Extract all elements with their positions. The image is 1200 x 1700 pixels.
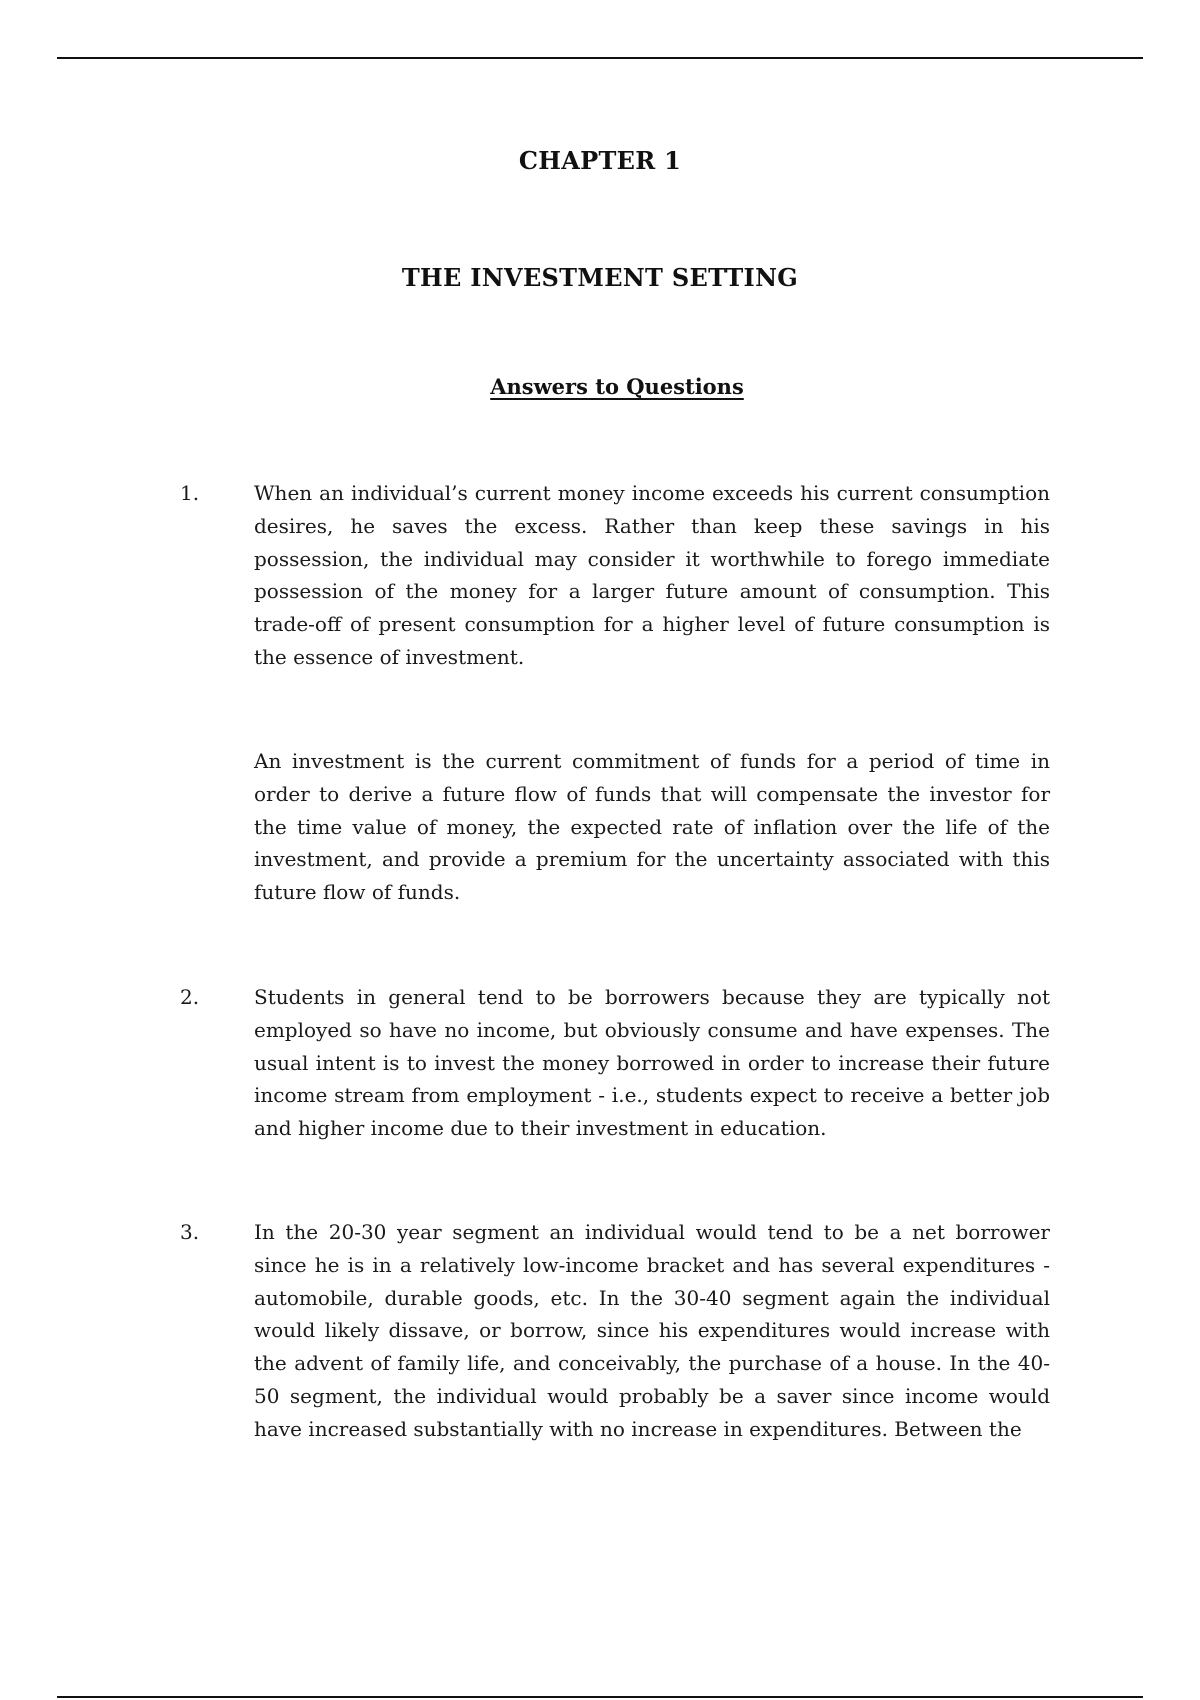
section-heading: Answers to Questions [490, 374, 744, 399]
answer-number: 1. [180, 481, 200, 505]
answer-paragraph: An investment is the current commitment of funds for a period of time in order to derive a future flow of funds that will compensate the investor for the time value of money, the expected rate of inflation over the life of the investment, and provide a premium for the uncertainty associated with this future flow of funds. [254, 749, 1050, 905]
top-rule [57, 57, 1143, 59]
answer-paragraph: In the 20-30 year segment an individual would tend to be a net borrower since he is in a relatively low-income bracket and has several expenditures - automobile, durable goods, etc. In the 30-40 segment again the individual would likely dissave, or borrow, since his expenditures would increase with the advent of family life, and conceivably, the purchase of a house. In the 40-50 segment, the individual would probably be a saver since income would have increased substantially with no increase in expenditures. Between the [254, 1220, 1050, 1441]
chapter-title: THE INVESTMENT SETTING [401, 263, 799, 292]
answer-paragraph: When an individual’s current money income exceeds his current consumption desires, he saves the excess. Rather than keep these savings in his possession, the individual may consider it worthwhile to forego immediate possession of the money for a larger future amount of consumption. This trade-off of present consumption for a higher level of future consumption is the essence of investment. [254, 481, 1050, 669]
answer-paragraph: Students in general tend to be borrowers because they are typically not employed so have no income, but obviously consume and have expenses. The usual intent is to invest the money borrowed in order to increase their future income stream from employment - i.e., students expect to receive a better job and higher income due to their investment in education. [254, 985, 1050, 1141]
answer-number: 2. [180, 985, 200, 1009]
bottom-rule [57, 1696, 1143, 1698]
chapter-heading: CHAPTER 1 [518, 146, 682, 175]
answer-number: 3. [180, 1220, 200, 1244]
